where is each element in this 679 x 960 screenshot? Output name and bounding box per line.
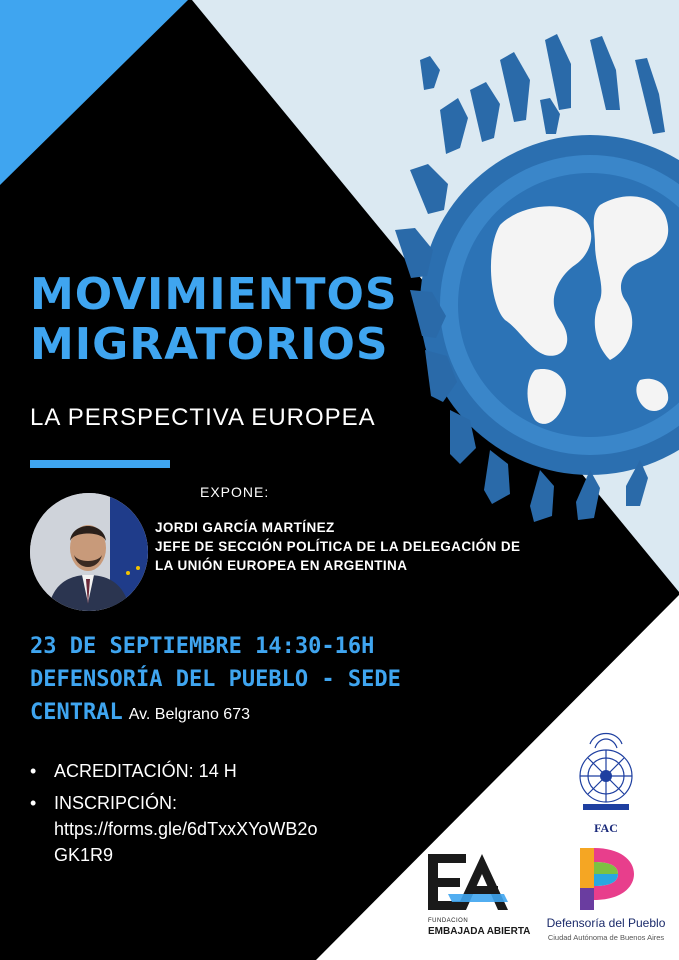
expone-label: EXPONE: — [200, 484, 270, 500]
speaker-avatar — [30, 493, 148, 611]
accreditation-text: ACREDITACIÓN: 14 H — [54, 761, 237, 781]
speaker-role-line-2: LA UNIÓN EUROPEA EN ARGENTINA — [155, 558, 408, 573]
fac-label: FAC — [594, 821, 618, 835]
speaker-role-line-1: JEFE DE SECCIÓN POLÍTICA DE LA DELEGACIÓN DE — [155, 539, 521, 554]
bullet-dot-icon: • — [30, 793, 37, 813]
list-item-inscription — [30, 790, 317, 868]
event-details — [30, 630, 401, 731]
defensoria-logo — [536, 844, 676, 954]
title-line-2: MIGRATORIOS — [30, 319, 389, 370]
title-line-1: MOVIMIENTOS — [30, 269, 398, 320]
defensoria-name: Defensoría del Pueblo — [546, 916, 666, 930]
list-item-accreditation — [30, 758, 317, 784]
fac-logo — [565, 728, 647, 838]
inscription-label: INSCRIPCIÓN: — [54, 793, 178, 813]
ea-foundation-label: FUNDACION — [428, 918, 469, 924]
event-venue-line-1: DEFENSORÍA DEL PUEBLO - SEDE — [30, 667, 401, 692]
event-venue-line-2: CENTRAL — [30, 700, 123, 725]
event-date: 23 DE SEPTIEMBRE 14:30-16H — [30, 634, 375, 659]
bullet-dot-icon: • — [30, 761, 37, 781]
info-list — [30, 758, 317, 874]
divider — [30, 460, 170, 468]
ea-name: EMBAJADA ABIERTA — [428, 926, 531, 937]
event-address: Av. Belgrano 673 — [128, 706, 250, 723]
speaker-name: JORDI GARCÍA MARTÍNEZ — [155, 520, 335, 535]
inscription-url-line-2[interactable]: GK1R9 — [54, 845, 114, 865]
defensoria-subtitle: Ciudad Autónoma de Buenos Aires — [547, 933, 665, 942]
embajada-abierta-logo — [418, 848, 538, 948]
speaker-info — [155, 518, 520, 575]
subtitle: LA PERSPECTIVA EUROPEA — [30, 404, 376, 431]
inscription-url-line-1[interactable]: https://forms.gle/6dTxxXYoWB2o — [54, 819, 318, 839]
poster-title — [30, 270, 398, 370]
